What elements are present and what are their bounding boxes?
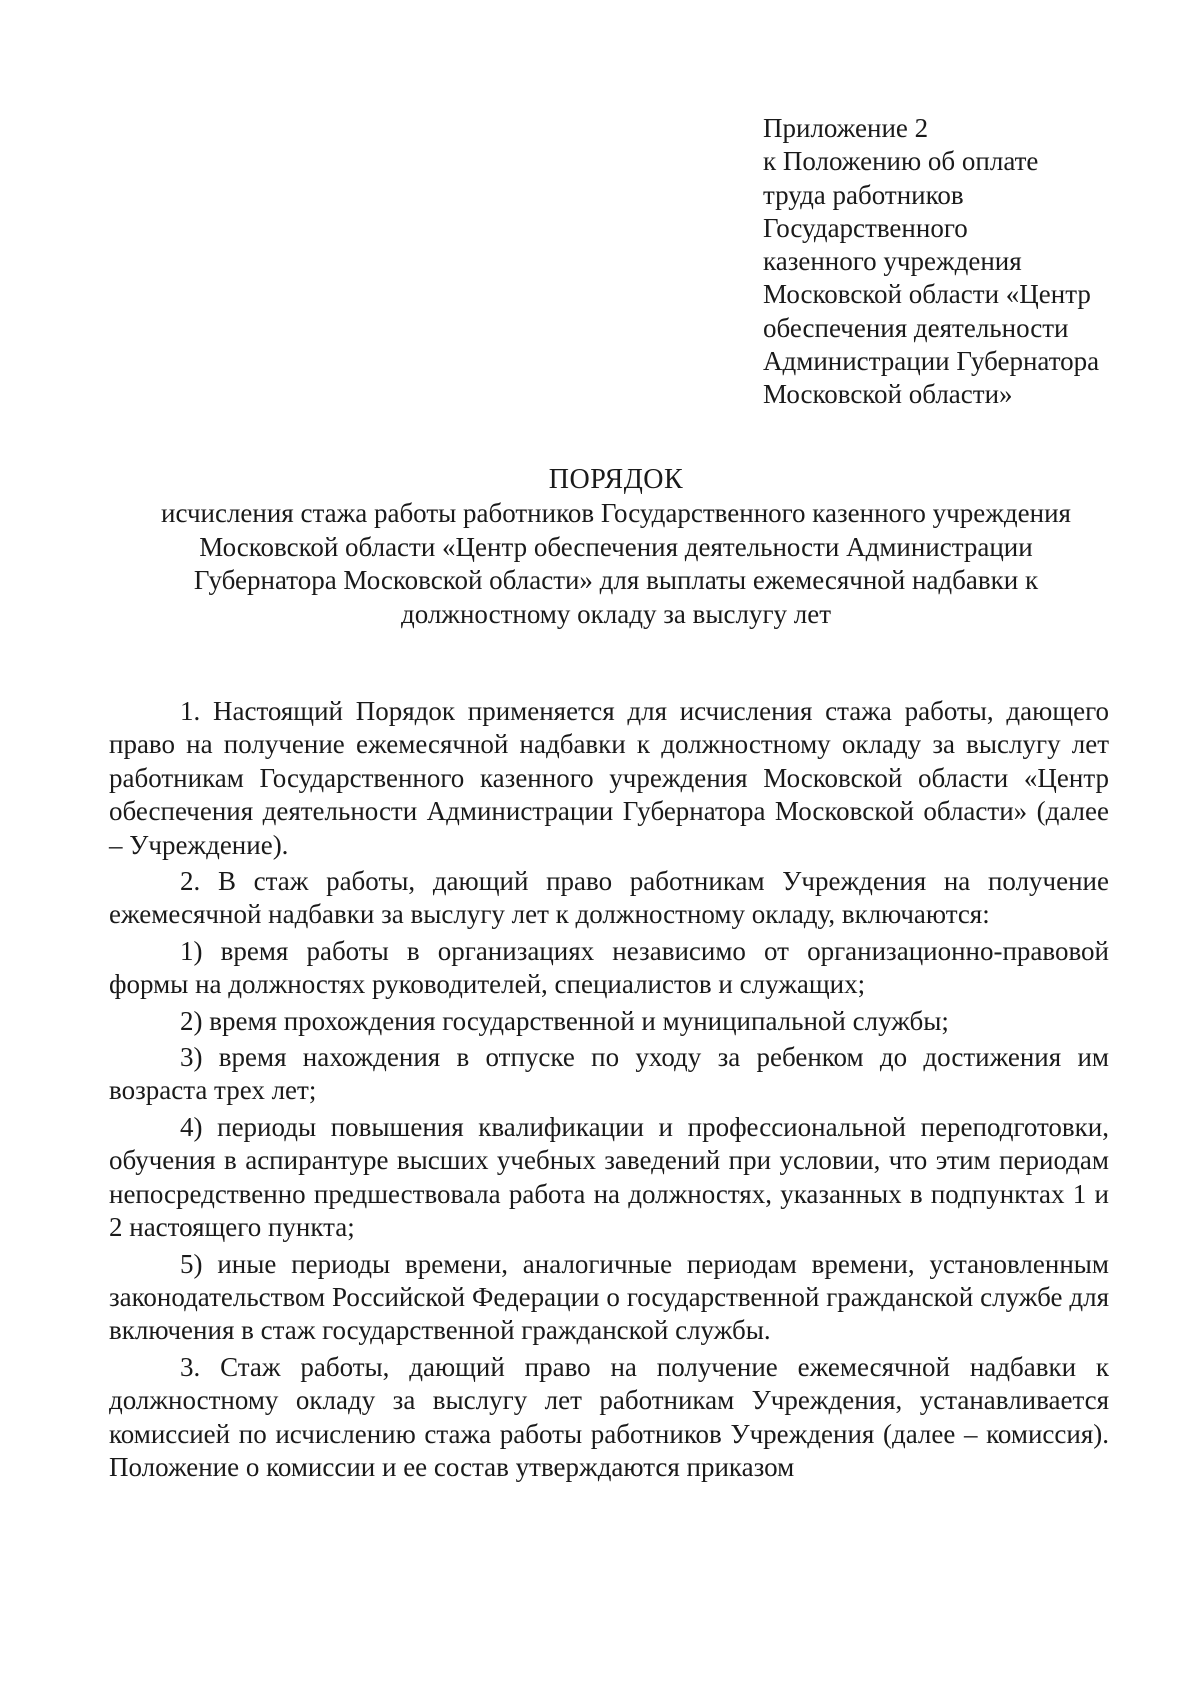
appendix-line: труда работников [763,179,964,210]
appendix-line: обеспечения деятельности [763,312,1069,343]
document-subtitle [130,497,1102,631]
appendix-note [763,112,1163,412]
appendix-line: к Положению об оплате [763,146,1039,177]
subitem-3: 3) время нахождения в отпуске по уходу за ребенком до достижения им возраста трех лет; [109,1042,1109,1106]
paragraph-2: 2. В стаж работы, дающий право работникам Учреждения на получение ежемесячной надбавки за выслугу лет к должностному окладу, включаются: [109,866,1109,930]
paragraph-3: 3. Стаж работы, дающий право на получение ежемесячной надбавки к должностному окладу за выслугу лет работникам Учреждения, устанавливается комиссией по исчислению стажа работы работников Учреждения (далее – комиссия). Положение о комиссии и ее состав утверждаются приказом [109,1351,1109,1482]
appendix-line: Приложение 2 [763,113,929,143]
subtitle-line: исчисления стажа работы работников Государственного казенного учреждения [161,498,1071,528]
appendix-line: Администрации Губернатора [763,346,1100,377]
subitem-4: 4) периоды повышения квалификации и профессиональной переподготовки, обучения в аспирантуре высших учебных заведений при условии, что этим периодам непосредственно предшествовала работа на должностях, указанных в подпунктах 1 и 2 настоящего пункта; [109,1111,1109,1243]
appendix-line: Московской области» [763,379,1013,410]
subitem-5: 5) иные периоды времени, аналогичные периодам времени, установленным законодательством Российской Федерации о государственной гражданской службе для включения в стаж государственной гражданской службы. [109,1248,1109,1346]
appendix-line: Московской области «Центр [763,279,1091,310]
paragraph-1: 1. Настоящий Порядок применяется для исчисления стажа работы, дающего право на получение ежемесячной надбавки к должностному окладу за выслугу лет работникам Государственного казенного учреждения Московской области «Центр обеспечения деятельности Администрации Губернатора Московской области» (далее – Учреждение). [109,696,1109,860]
document-title: ПОРЯДОК [548,464,684,495]
title-block [130,463,1102,631]
subtitle-line: Губернатора Московской области» для выплаты ежемесячной надбавки к [193,565,1039,595]
document-body [109,695,1109,1484]
subtitle-line: должностному окладу за выслугу лет [400,598,832,629]
subtitle-line: Московской области «Центр обеспечения деятельности Администрации [199,531,1033,562]
subitem-2: 2) время прохождения государственной и муниципальной службы; [180,1005,949,1036]
subitem-1: 1) время работы в организациях независимо от организационно-правовой формы на должностях руководителей, специалистов и служащих; [109,935,1109,1000]
appendix-line: Государственного [763,212,968,243]
appendix-line: казенного учреждения [763,246,1022,277]
